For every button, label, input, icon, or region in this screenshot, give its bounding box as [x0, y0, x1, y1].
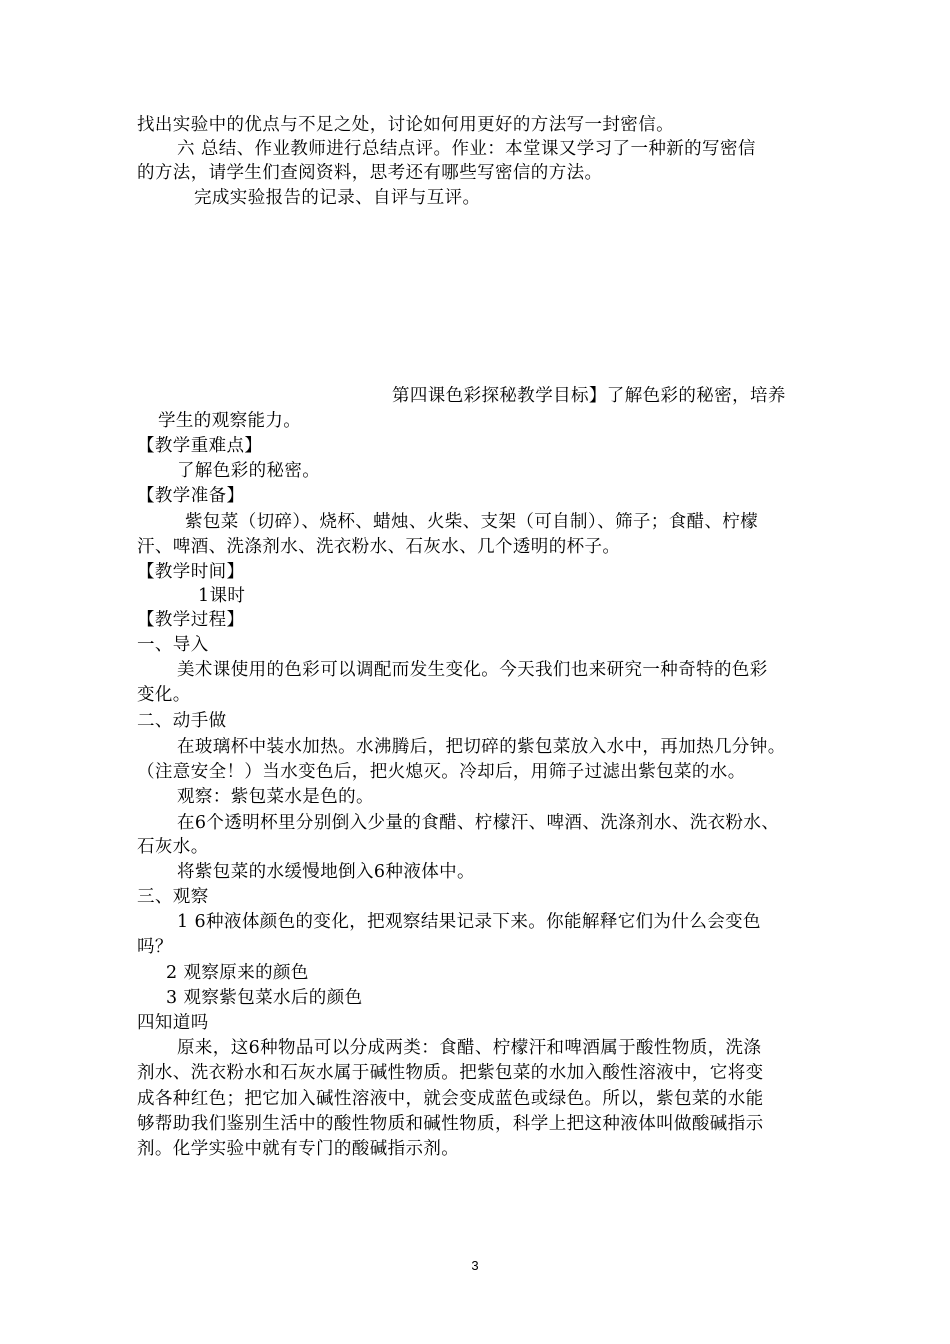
section-heading: 【教学重难点】 — [137, 436, 263, 456]
paragraph-line: 汗、啤酒、洗涤剂水、洗衣粉水、石灰水、几个透明的杯子。 — [137, 537, 621, 557]
paragraph-line: 将紫包菜的水缓慢地倒入6种液体中。 — [177, 862, 475, 882]
paragraph-line: 1课时 — [198, 586, 246, 606]
section-title: 四知道吗 — [137, 1013, 209, 1033]
section-title: 二、动手做 — [137, 711, 227, 731]
paragraph-line: 2 观察原来的颜色 — [166, 963, 309, 983]
paragraph-line: 在6个透明杯里分别倒入少量的食醋、柠檬汗、啤酒、洗涤剂水、洗衣粉水、 — [177, 813, 780, 833]
paragraph-line: 吗？ — [137, 937, 173, 957]
paragraph-line: 的方法，请学生们查阅资料，思考还有哪些写密信的方法。 — [137, 163, 603, 183]
paragraph-line: 在玻璃杯中装水加热。水沸腾后，把切碎的紫包菜放入水中，再加热几分钟。 — [177, 737, 786, 757]
paragraph-line: 找出实验中的优点与不足之处，讨论如何用更好的方法写一封密信。 — [137, 115, 674, 135]
paragraph-line: 紫包菜（切碎）、烧杯、蜡烛、火柴、支架（可自制）、筛子；食醋、柠檬 — [185, 512, 759, 532]
paragraph-line: 1 6种液体颜色的变化，把观察结果记录下来。你能解释它们为什么会变色 — [177, 912, 761, 932]
paragraph-line: 学生的观察能力。 — [158, 411, 302, 431]
paragraph-line: 剂水、洗衣粉水和石灰水属于碱性物质。把紫包菜的水加入酸性溶液中，它将变 — [137, 1063, 764, 1083]
paragraph-line: 成各种红色；把它加入碱性溶液中，就会变成蓝色或绿色。所以，紫包菜的水能 — [137, 1089, 764, 1109]
section-title: 一、导入 — [137, 635, 209, 655]
paragraph-line: （注意安全！）当水变色后，把火熄灭。冷却后，用筛子过滤出紫包菜的水。 — [137, 762, 746, 782]
paragraph-line: 变化。 — [137, 685, 191, 705]
section-heading: 【教学过程】 — [137, 610, 245, 630]
section-heading: 【教学准备】 — [137, 486, 245, 506]
paragraph-line: 够帮助我们鉴别生活中的酸性物质和碱性物质，科学上把这种液体叫做酸碱指示 — [137, 1114, 764, 1134]
section-title: 三、观察 — [137, 887, 209, 907]
lesson-title-line: 第四课色彩探秘教学目标】了解色彩的秘密，培养 — [392, 386, 786, 406]
paragraph-line: 了解色彩的秘密。 — [177, 461, 321, 481]
paragraph-line: 原来，这6种物品可以分成两类：食醋、柠檬汗和啤酒属于酸性物质，洗涤 — [177, 1038, 762, 1058]
section-heading: 【教学时间】 — [137, 562, 245, 582]
paragraph-line: 观察：紫包菜水是色的。 — [177, 787, 374, 807]
paragraph-line: 剂。化学实验中就有专门的酸碱指示剂。 — [137, 1139, 460, 1159]
paragraph-line: 完成实验报告的记录、自评与互评。 — [194, 188, 481, 208]
page-number: 3 — [471, 1258, 479, 1273]
paragraph-line: 石灰水。 — [137, 837, 209, 857]
paragraph-line: 美术课使用的色彩可以调配而发生变化。今天我们也来研究一种奇特的色彩 — [177, 660, 768, 680]
paragraph-line: 3 观察紫包菜水后的颜色 — [166, 988, 363, 1008]
paragraph-line: 六 总结、作业教师进行总结点评。作业：本堂课又学习了一种新的写密信 — [177, 139, 756, 159]
